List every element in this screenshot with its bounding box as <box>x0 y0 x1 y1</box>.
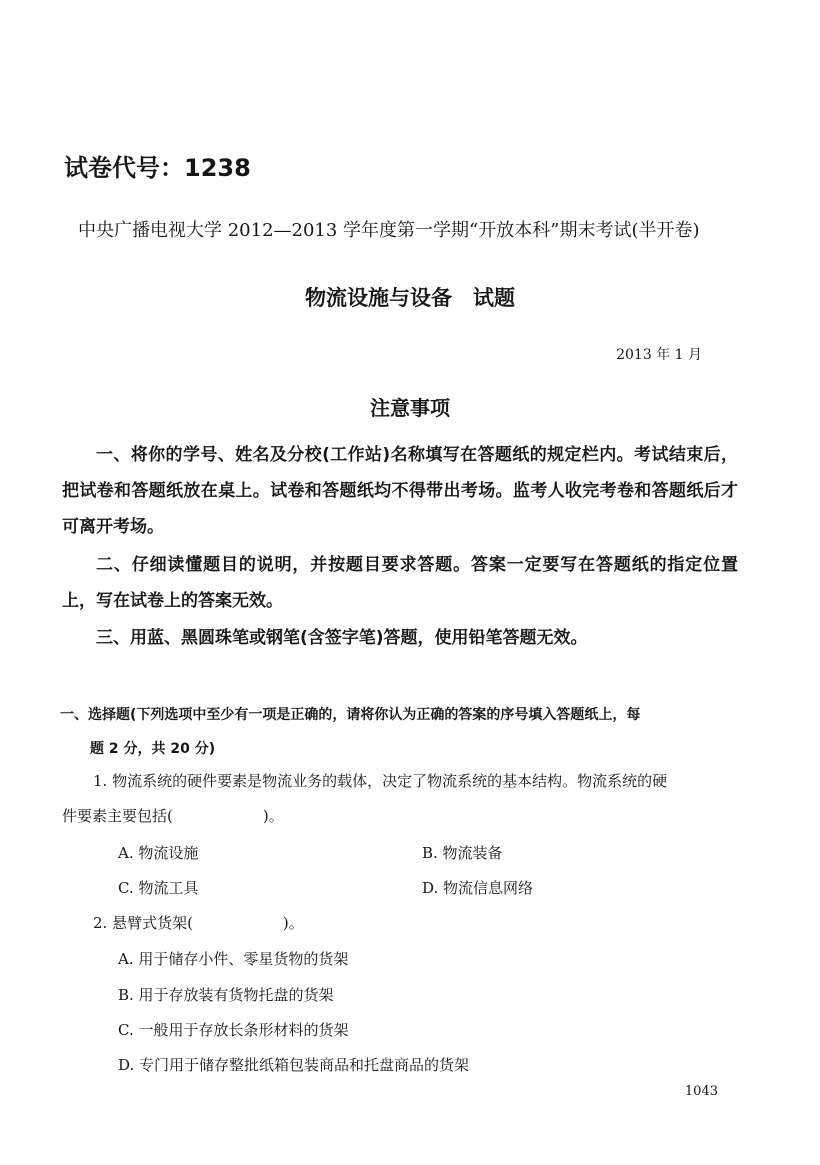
notice-item-2: 二、仔细读懂题目的说明，并按题目要求答题。答案一定要写在答题纸的指定位置上，写在试卷上的答案无效。 <box>62 555 738 611</box>
question-1-option-b: B. 物流装备 <box>422 844 503 862</box>
question-2-stem-line1: 2. 悬臂式货架( )。 <box>93 914 304 932</box>
section-heading-line2: 题 2 分，共 20 分) <box>90 741 216 757</box>
section-heading-line1: 一、选择题(下列选项中至少有一项是正确的，请将你认为正确的答案的序号填入答题纸上，每 <box>60 707 641 723</box>
paper-code: 试卷代号：1238 <box>64 154 251 182</box>
question-1-stem-line1: 1. 物流系统的硬件要素是物流业务的载体，决定了物流系统的基本结构。物流系统的硬 <box>93 772 668 790</box>
page-number: 1043 <box>684 1084 718 1099</box>
section-heading <box>60 698 740 766</box>
question-2-option-d: D. 专门用于储存整批纸箱包装商品和托盘商品的货架 <box>118 1056 470 1074</box>
question-2-option-c: C. 一般用于存放长条形材料的货架 <box>118 1021 349 1039</box>
notice-item-1: 一、将你的学号、姓名及分校(工作站)名称填写在答题纸的规定栏内。考试结束后，把试卷和答题纸放在桌上。试卷和答题纸均不得带出考场。监考人收完考卷和答题纸后才可离开考场。 <box>62 445 738 537</box>
notice-item-3: 三、用蓝、黑圆珠笔或钢笔(含签字笔)答题，使用铅笔答题无效。 <box>96 628 588 648</box>
question-1-option-d: D. 物流信息网络 <box>422 879 534 897</box>
question-1-stem-line2: 件要素主要包括( )。 <box>62 807 284 825</box>
exam-date: 2013 年 1 月 <box>616 347 702 363</box>
course-title: 物流设施与设备 试题 <box>305 286 515 310</box>
question-2-option-b: B. 用于存放装有货物托盘的货架 <box>118 986 334 1004</box>
notice-title: 注意事项 <box>370 396 450 420</box>
exam-header: 中央广播电视大学 2012—2013 学年度第一学期“开放本科”期末考试(半开卷) <box>78 220 700 241</box>
question-1-option-c: C. 物流工具 <box>118 879 199 897</box>
question-1-option-a: A. 物流设施 <box>118 844 199 862</box>
question-2-option-a: A. 用于储存小件、零星货物的货架 <box>118 950 349 968</box>
